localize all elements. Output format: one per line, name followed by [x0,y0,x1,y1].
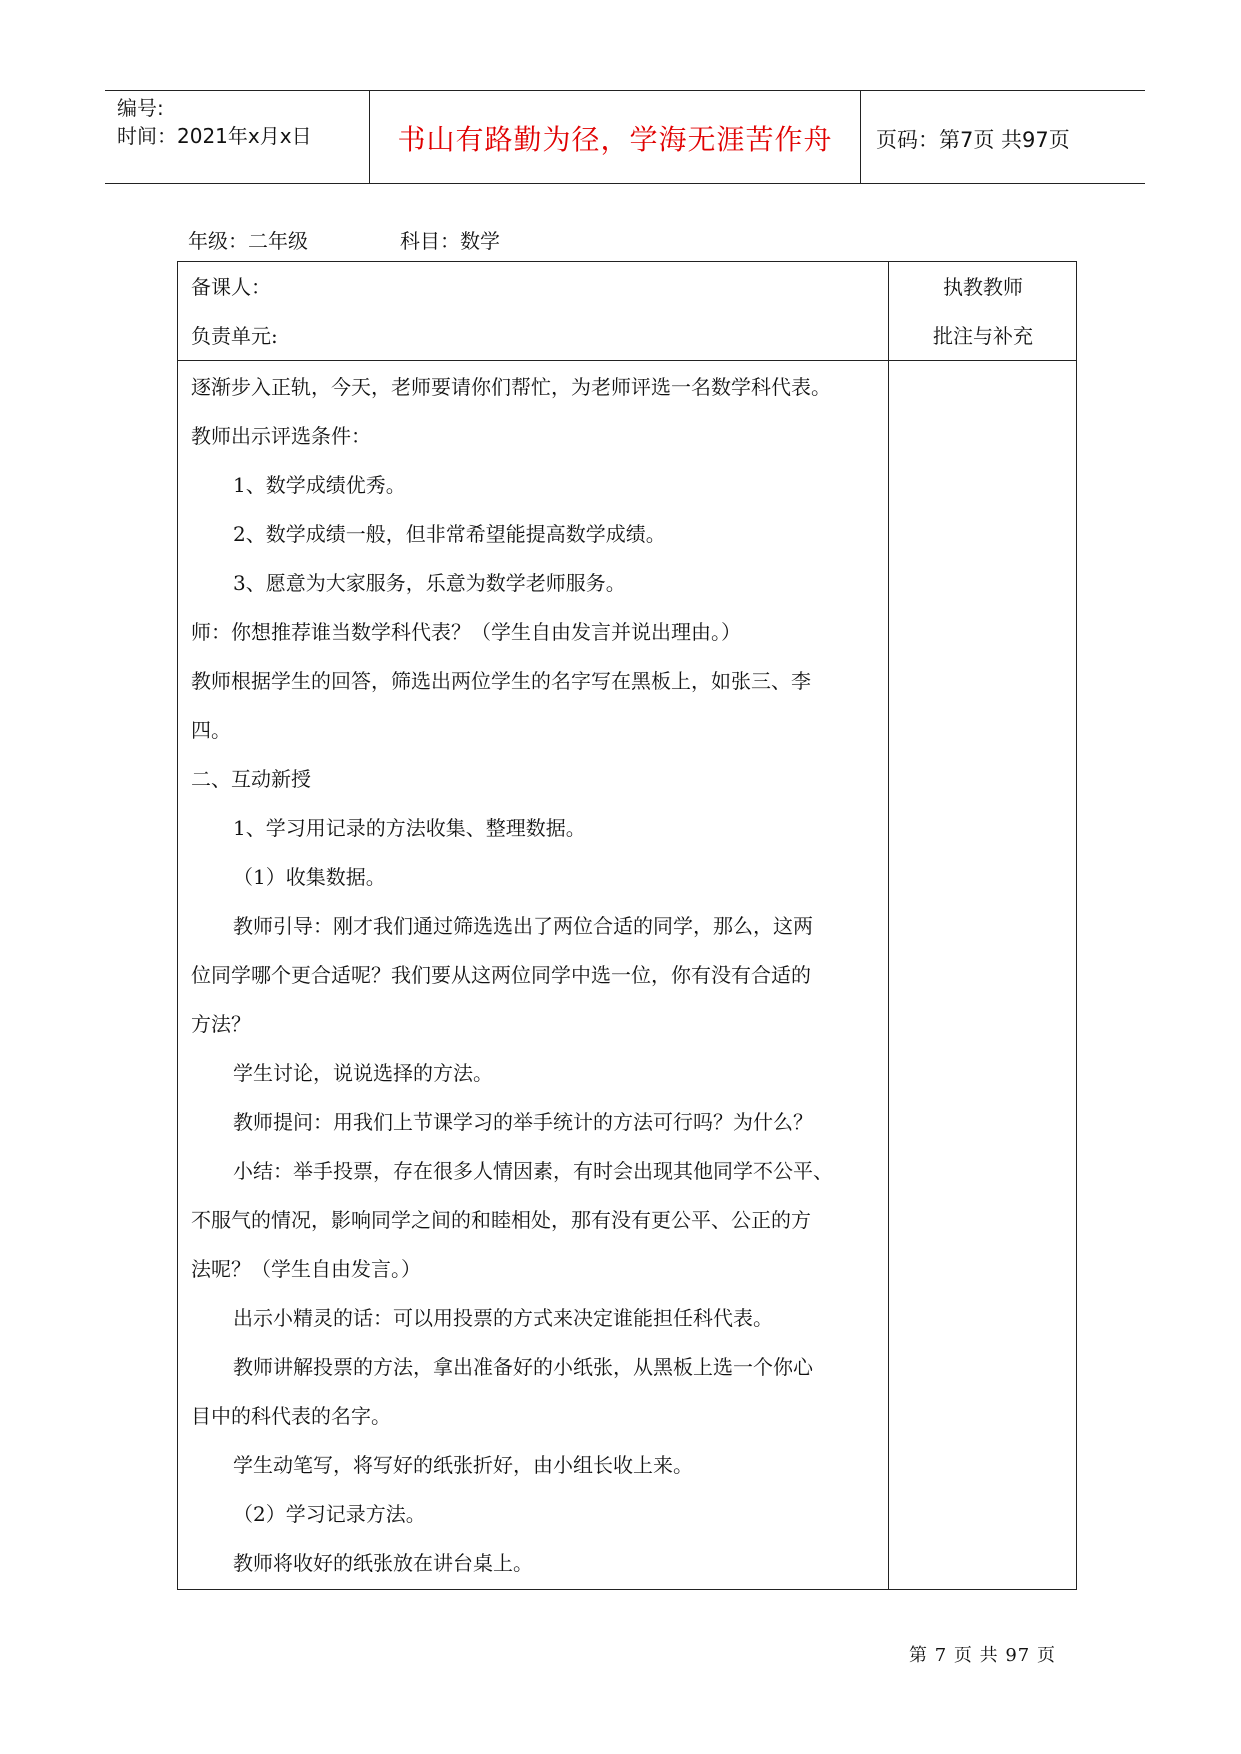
header-page-info: 页码：第7页 共97页 [876,128,1070,152]
content-line: （2）学习记录方法。 [233,1502,426,1526]
content-line: 法呢？（学生自由发言。） [191,1257,421,1281]
content-line: 学生动笔写，将写好的纸张折好，由小组长收上来。 [233,1453,693,1477]
header-number-label: 编号: [117,96,164,120]
content-line: 二、互动新授 [191,767,311,791]
table-column-divider [888,261,889,1590]
content-line: 1、数学成绩优秀。 [233,473,406,497]
content-line: 位同学哪个更合适呢？我们要从这两位同学中选一位，你有没有合适的 [191,963,811,987]
content-line: 3、愿意为大家服务，乐意为数学老师服务。 [233,571,626,595]
content-line: 教师出示评选条件： [191,424,371,448]
header-bottom-rule [105,183,1145,184]
grade-label: 年级：二年级 [188,229,308,253]
unit-label: 负责单元: [191,324,278,348]
notes-column-header: 批注与补充 [933,324,1033,348]
content-line: 1、学习用记录的方法收集、整理数据。 [233,816,586,840]
content-line: 四。 [191,718,231,742]
content-line: 方法？ [191,1012,251,1036]
lesson-content [191,363,881,1588]
content-line: 目中的科代表的名字。 [191,1404,391,1428]
content-line: 师：你想推荐谁当数学科代表？（学生自由发言并说出理由。） [191,620,741,644]
content-line: 教师讲解投票的方法，拿出准备好的小纸张，从黑板上选一个你心 [233,1355,813,1379]
content-line: 小结：举手投票，存在很多人情因素，有时会出现其他同学不公平、 [233,1159,833,1183]
header-top-rule [105,90,1145,91]
content-line: 学生讨论，说说选择的方法。 [233,1061,493,1085]
preparer-label: 备课人： [191,275,271,299]
teacher-column-header: 执教教师 [943,275,1023,299]
content-line: 教师将收好的纸张放在讲台桌上。 [233,1551,533,1575]
page-footer: 第 7 页 共 97 页 [909,1645,1056,1666]
content-line: 逐渐步入正轨，今天，老师要请你们帮忙，为老师评选一名数学科代表。 [191,375,831,399]
content-line: （1）收集数据。 [233,865,386,889]
content-line: 教师提问：用我们上节课学习的举手统计的方法可行吗？为什么？ [233,1110,813,1134]
content-line: 教师引导：刚才我们通过筛选选出了两位合适的同学，那么，这两 [233,914,813,938]
header-divider-right [860,90,861,183]
content-line: 2、数学成绩一般，但非常希望能提高数学成绩。 [233,522,666,546]
header-motto: 书山有路勤为径，学海无涯苦作舟 [397,123,833,156]
content-line: 教师根据学生的回答，筛选出两位学生的名字写在黑板上，如张三、李 [191,669,811,693]
header-time-label: 时间：2021年x月x日 [117,124,312,148]
subject-label: 科目：数学 [400,229,500,253]
content-line: 出示小精灵的话：可以用投票的方式来决定谁能担任科代表。 [233,1306,773,1330]
content-line: 不服气的情况，影响同学之间的和睦相处，那有没有更公平、公正的方 [191,1208,811,1232]
